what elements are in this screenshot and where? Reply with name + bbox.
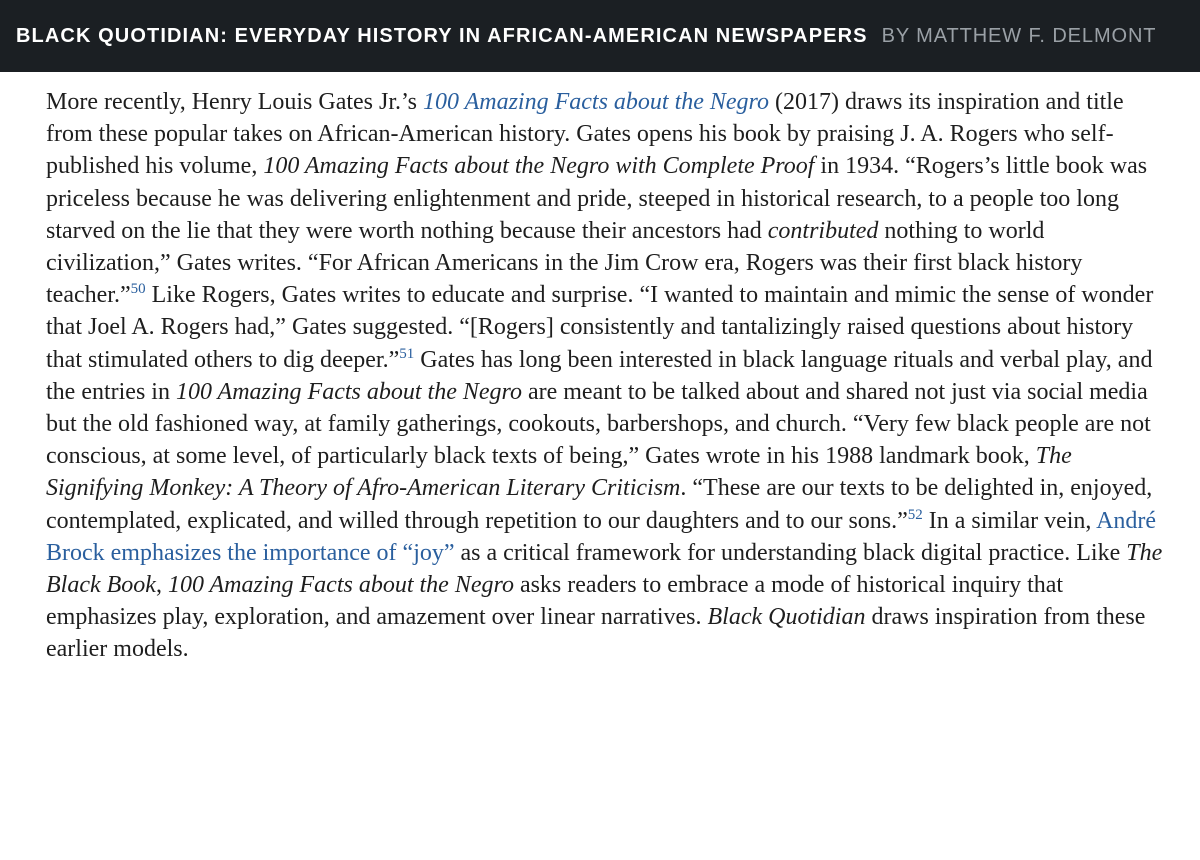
link-andre-brock-joy[interactable]: André Brock emphasizes the importance of “joy” xyxy=(46,507,1157,566)
text-segment: in 1934. “Rogers’s little book was priceless because he was delivering enlightenment and pride, steeped in historical research, to a people too long starved on the lie that they were worth nothing because their ancestors had xyxy=(46,153,1148,244)
site-title[interactable]: BLACK QUOTIDIAN: EVERYDAY HISTORY IN AFRICAN-AMERICAN NEWSPAPERS xyxy=(16,24,868,47)
text-segment: asks readers to embrace a mode of historical inquiry that emphasizes play, exploration, and amazement over linear narratives. xyxy=(46,572,1064,631)
text-segment: nothing to world civilization,” Gates writes. “For African Americans in the Jim Crow era, Rogers was their first black history teacher.” xyxy=(46,217,1083,309)
emphasis-contributed: contributed xyxy=(767,217,879,244)
text-segment: , xyxy=(155,572,168,599)
book-title-rogers: 100 Amazing Facts about the Negro with Complete Proof xyxy=(263,153,815,180)
body-paragraph xyxy=(46,86,1170,666)
footnote-51-link[interactable]: 51 xyxy=(399,345,415,362)
book-title-100-facts: 100 Amazing Facts about the Negro xyxy=(167,572,514,599)
text-segment: In a similar vein, xyxy=(922,507,1097,534)
text-segment: are meant to be talked about and shared not just via social media but the old fashioned way, at family gatherings, cookouts, barbershops, and church. “Very few black people are not conscious, at some level, of particularly black texts of being,” Gates wrote in his 1988 landmark book, xyxy=(46,378,1151,470)
site-header xyxy=(0,0,1200,72)
text-segment: Like Rogers, Gates writes to educate and surprise. “I wanted to maintain and mimic the sense of wonder that Joel A. Rogers had,” Gates suggested. “[Rogers] consistently and tantalizingly raised questions about history that stimulated others to dig deeper.” xyxy=(46,282,1154,373)
book-title-signifying-monkey: The Signifying Monkey: A Theory of Afro-American Literary Criticism xyxy=(46,443,1072,502)
article-body xyxy=(46,86,1170,666)
footnote-50-link[interactable]: 50 xyxy=(130,281,146,298)
link-100-amazing-facts[interactable]: 100 Amazing Facts about the Negro xyxy=(423,89,769,115)
book-title-100-facts: 100 Amazing Facts about the Negro xyxy=(175,378,522,405)
site-author: BY MATTHEW F. DELMONT xyxy=(881,24,1157,47)
text-segment: Gates has long been interested in black language rituals and verbal play, and the entries in xyxy=(46,346,1153,405)
book-title-black-book: The Black Book xyxy=(46,539,1163,599)
text-segment: . “These are our texts to be delighted in, enjoyed, contemplated, explicated, and willed through repetition to our daughters and to our sons.” xyxy=(46,475,1153,534)
title-black-quotidian: Black Quotidian xyxy=(707,604,866,631)
text-segment: More recently, Henry Louis Gates Jr.’s xyxy=(46,89,424,115)
text-segment: as a critical framework for understanding black digital practice. Like xyxy=(454,539,1127,566)
text-segment: (2017) draws its inspiration and title from these popular takes on African-American history. Gates opens his book by praising J. A. Rogers who self-published his volume, xyxy=(46,89,1124,180)
footnote-52-link[interactable]: 52 xyxy=(907,506,923,523)
text-segment: draws inspiration from these earlier models. xyxy=(46,604,1146,663)
